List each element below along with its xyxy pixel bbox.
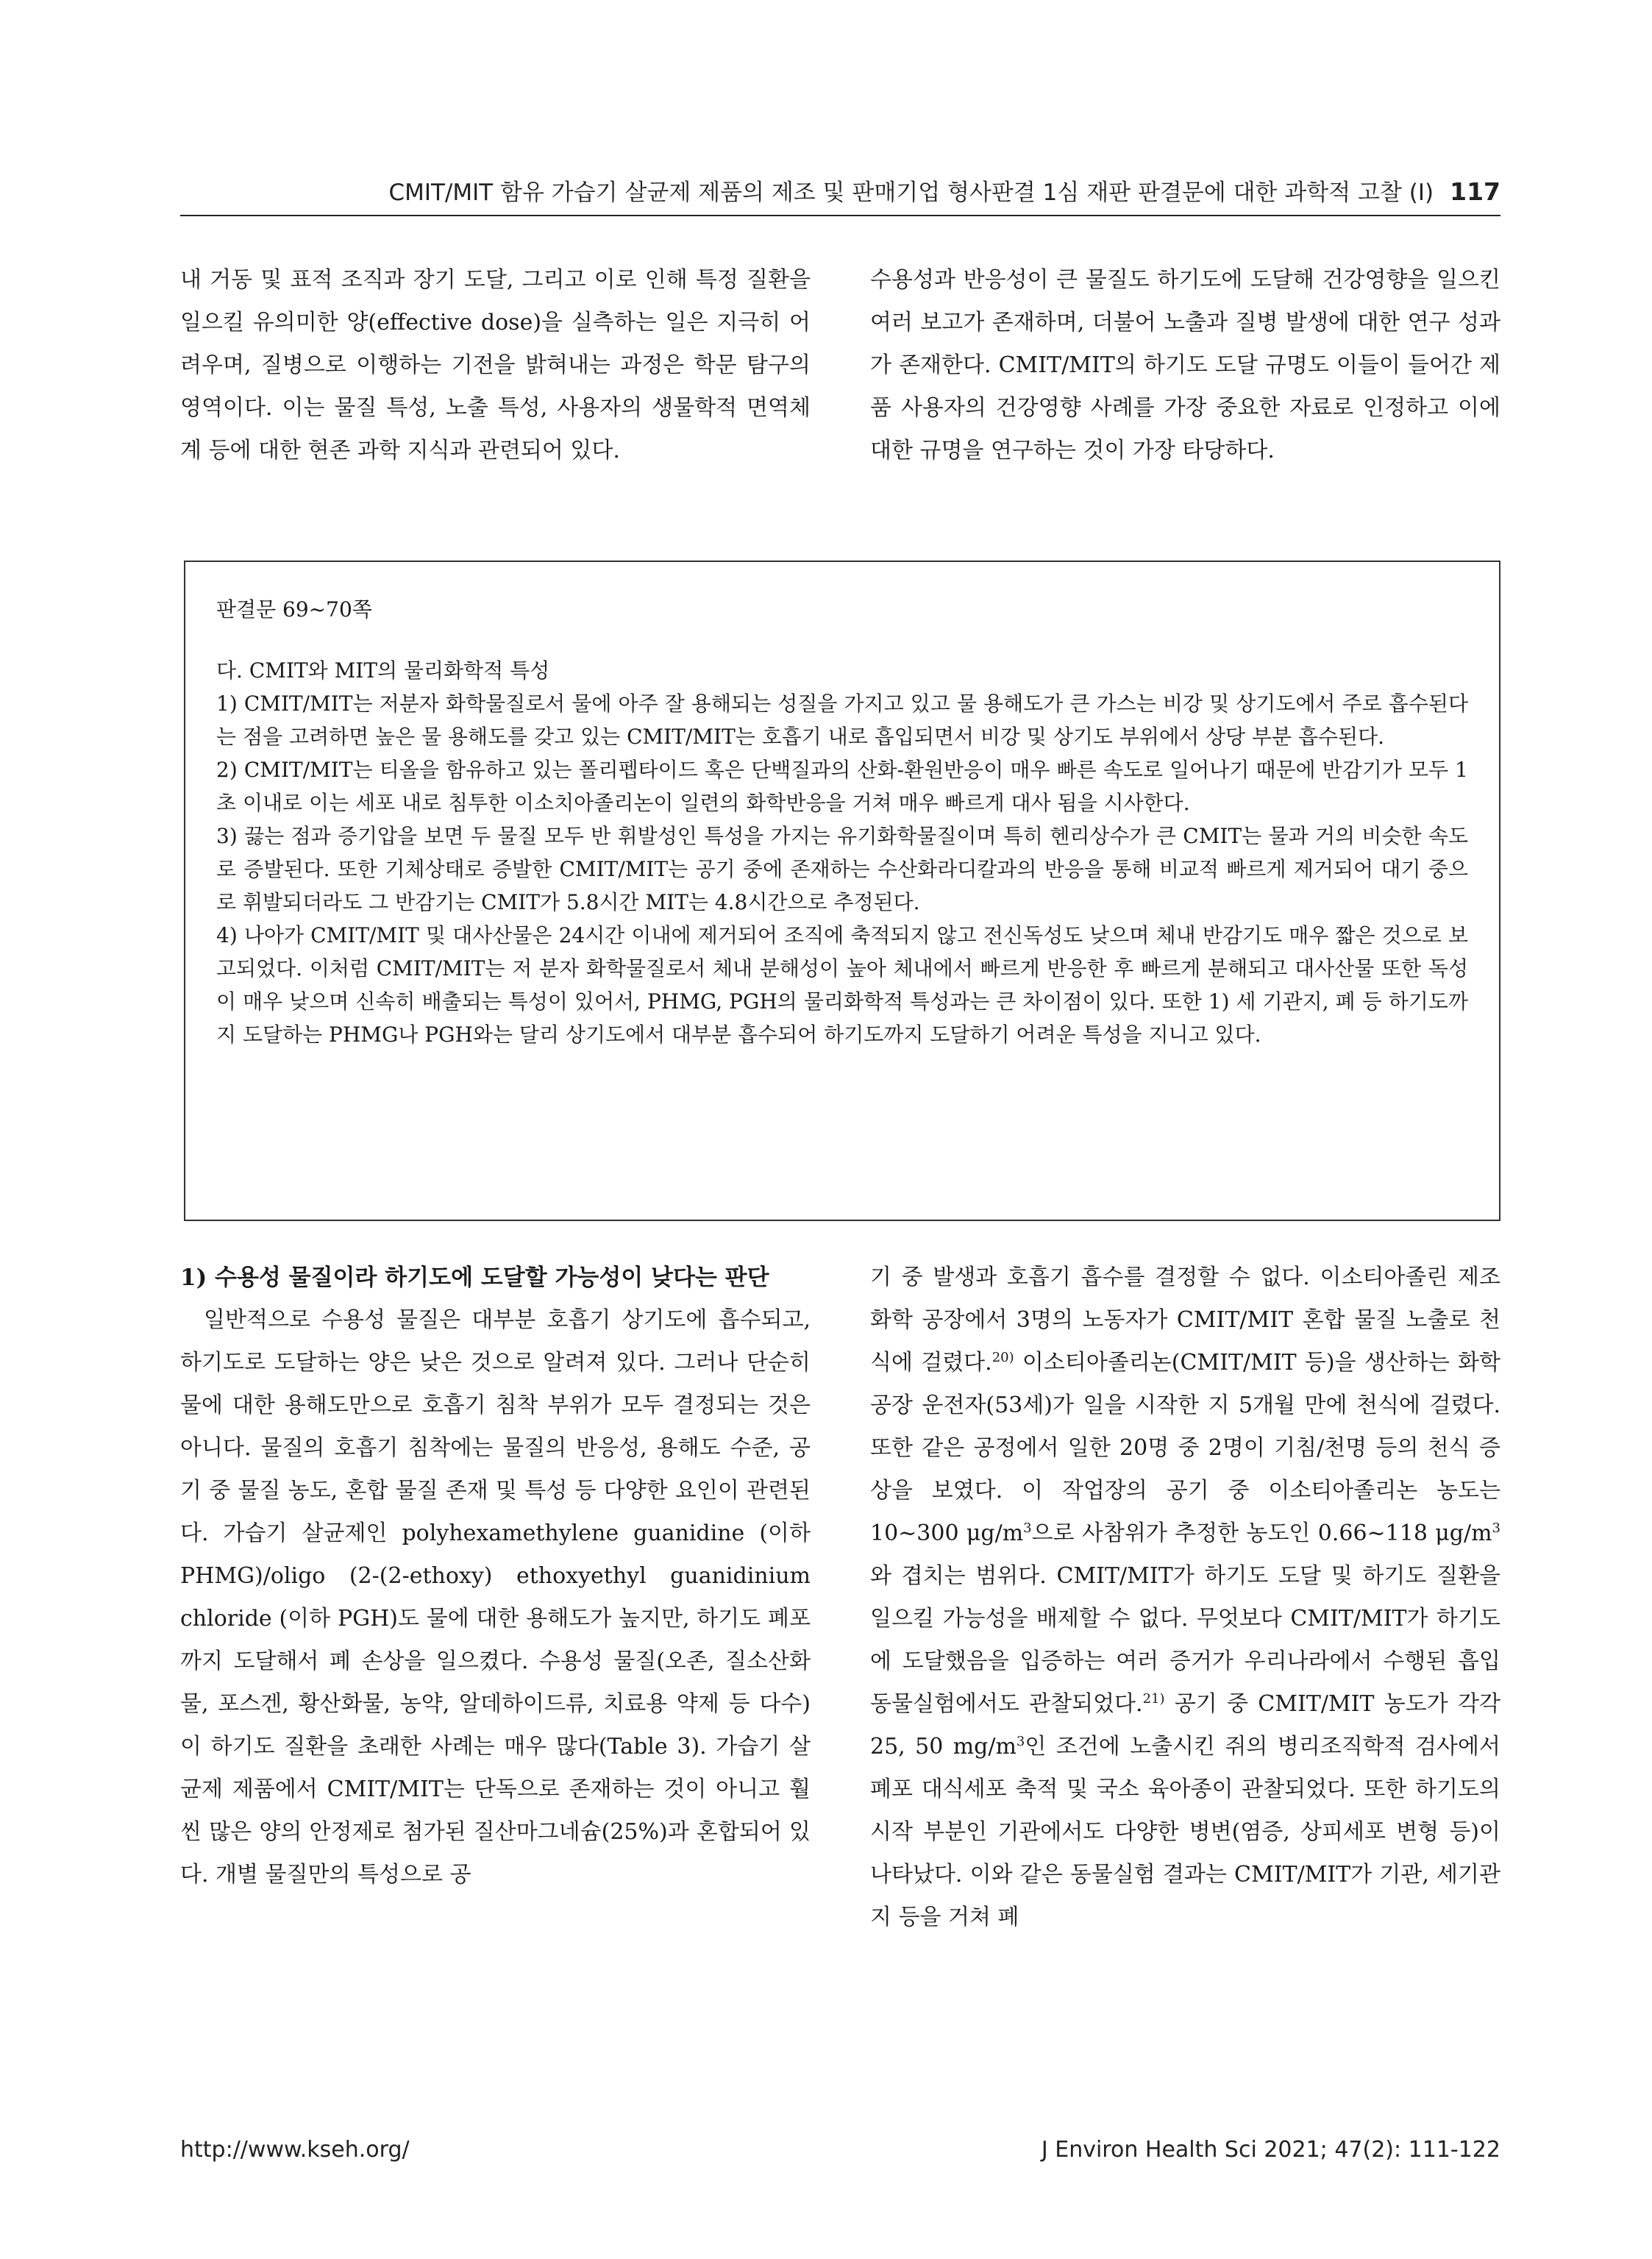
top-left-column — [180, 259, 811, 472]
text-run: 인 조건에 노출시킨 쥐의 병리조직학적 검사에서 폐포 대식세포 축적 및 국소 육아종이 관찰되었다. 또한 하기도의 시작 부분인 기관에서도 다양한 병변(염증, 상피세포 변형 등)이 나타났다. 이와 같은 동물실험 결과는 CMIT/MIT가 기관, 세기관지 등을 거쳐 폐 — [870, 1734, 1500, 1930]
top-right-paragraph: 수용성과 반응성이 큰 물질도 하기도에 도달해 건강영향을 일으킨 여러 보고가 존재하며, 더불어 노출과 질병 발생에 대한 연구 성과가 존재한다. CMIT/MIT의 하기도 도달 규명도 이들이 들어간 제품 사용자의 건강영향 사례를 가장 중요한 자료로 인정하고 이에 대한 규명을 연구하는 것이 가장 타당하다. — [870, 267, 1500, 463]
text-run: 기 중 발생과 호흡기 흡수를 결정할 수 없다. 이소티아졸린 제조 화학 공장에서 3명의 노동자가 CMIT/MIT 혼합 물질 노출로 천식에 걸렸다. — [870, 1264, 1500, 1376]
section-right-column — [870, 1256, 1500, 1939]
header-rule — [180, 215, 1500, 216]
footer-citation: J Environ Health Sci 2021; 47(2): 111-122 — [1041, 2137, 1500, 2163]
quote-item-3: 3) 끓는 점과 증기압을 보면 두 물질 모두 반 휘발성인 특성을 가지는 유기화학물질이며 특히 헨리상수가 큰 CMIT는 물과 거의 비슷한 속도로 증발된다. 또한 기체상태로 증발한 CMIT/MIT는 공기 중에 존재하는 수산화라디칼과의 반응을 통해 비교적 빠르게 제거되어 대기 중으로 휘발되더라도 그 반감기는 CMIT가 5.8시간 MIT는 4.8시간으로 추정된다. — [216, 824, 1468, 914]
running-header — [180, 174, 1500, 207]
section-left-paragraph: 일반적으로 수용성 물질은 대부분 호흡기 상기도에 흡수되고, 하기도로 도달하는 양은 낮은 것으로 알려져 있다. 그러나 단순히 물에 대한 용해도만으로 호흡기 침착 부위가 모두 결정되는 것은 아니다. 물질의 호흡기 침착에는 물질의 반응성, 용해도 수준, 공기 중 물질 농도, 혼합 물질 존재 및 특성 등 다양한 요인이 관련된다. 가습기 살균제인 polyhexamethylene guanidine (이하 PHMG)/oligo (2-(2-ethoxy) ethoxyethyl guanidinium chloride (이하 PGH)도 물에 대한 용해도가 높지만, 하기도 폐포까지 도달해서 폐 손상을 일으켰다. 수용성 물질(오존, 질소산화물, 포스겐, 황산화물, 농약, 알데하이드류, 치료용 약제 등 다수)이 하기도 질환을 초래한 사례는 매우 많다(Table 3). 가습기 살균제 제품에서 CMIT/MIT는 단독으로 존재하는 것이 아니고 훨씬 많은 양의 안정제로 첨가된 질산마그네슘(25%)과 혼합되어 있다. 개별 물질만의 특성으로 공 — [180, 1307, 811, 1888]
reference-21: 21) — [1142, 1691, 1165, 1707]
quote-item-2: 2) CMIT/MIT는 티올을 함유하고 있는 폴리펩타이드 혹은 단백질과의 산화-환원반응이 매우 빠른 속도로 일어나기 때문에 반감기가 모두 1초 이내로 이는 세포 내로 침투한 이소치아졸리논이 일련의 화학반응을 거쳐 매우 빠르게 대사 됨을 시사한다. — [216, 758, 1468, 815]
top-left-paragraph: 내 거동 및 표적 조직과 장기 도달, 그리고 이로 인해 특정 질환을 일으킬 유의미한 양(effective dose)을 실측하는 일은 지극히 어려우며, 질병으로 이행하는 기전을 밝혀내는 과정은 학문 탐구의 영역이다. 이는 물질 특성, 노출 특성, 사용자의 생물학적 면역체계 등에 대한 현존 과학 지식과 관련되어 있다. — [180, 267, 811, 463]
judgment-quote-box — [184, 561, 1500, 1221]
top-right-column — [870, 259, 1500, 472]
quote-item-4: 4) 나아가 CMIT/MIT 및 대사산물은 24시간 이내에 제거되어 조직에 축적되지 않고 전신독성도 낮으며 체내 반감기도 매우 짧은 것으로 보고되었다. 이처럼 CMIT/MIT는 저 분자 화학물질로서 체내 분해성이 높아 체내에서 빠르게 반응한 후 빠르게 분해되고 대사산물 또한 독성이 매우 낮으며 신속히 배출되는 특성이 있어서, PHMG, PGH의 물리화학적 특성과는 큰 차이점이 있다. 또한 1) 세 기관지, 폐 등 하기도까지 도달하는 PHMG나 PGH와는 달리 상기도에서 대부분 흡수되어 하기도까지 도달하기 어려운 특성을 지니고 있다. — [216, 923, 1468, 1047]
text-run: 공기 중 CMIT/MIT 농도가 각각 25, 50 mg/m — [870, 1691, 1500, 1760]
running-title: CMIT/MIT 함유 가습기 살균제 제품의 제조 및 판매기업 형사판결 1심 재판 판결문에 대한 과학적 고찰 (I) — [388, 179, 1434, 206]
reference-20: 20) — [991, 1350, 1014, 1365]
superscript-3: 3 — [1016, 1734, 1025, 1749]
section-left-column — [180, 1256, 811, 1896]
page-number: 117 — [1450, 177, 1500, 206]
section-right-paragraph — [870, 1256, 1500, 1939]
text-run: 으로 사참위가 추정한 농도인 0.66~118 μg/m — [1031, 1520, 1492, 1546]
text-run: 이소티아졸리논(CMIT/MIT 등)을 생산하는 화학 공장 운전자(53세)가 일을 시작한 지 5개월 만에 천식에 걸렸다. 또한 같은 공정에서 일한 20명 중 2명이 기침/천명 등의 천식 증상을 보였다. 이 작업장의 공기 중 이소티아졸리논 농도는 10~300 μg/m — [870, 1350, 1500, 1546]
footer-url: http://www.kseh.org/ — [180, 2137, 410, 2163]
quote-item-1: 1) CMIT/MIT는 저분자 화학물질로서 물에 아주 잘 용해되는 성질을 가지고 있고 물 용해도가 큰 가스는 비강 및 상기도에서 주로 흡수된다는 점을 고려하면 높은 물 용해도를 갖고 있는 CMIT/MIT는 호흡기 내로 흡입되면서 비강 및 상기도 부위에서 상당 부분 흡수된다. — [216, 691, 1468, 749]
superscript-3: 3 — [1492, 1520, 1500, 1536]
superscript-3: 3 — [1023, 1520, 1032, 1536]
section-heading: 1) 수용성 물질이라 하기도에 도달할 가능성이 낮다는 판단 — [180, 1264, 769, 1291]
quote-box-heading: 다. CMIT와 MIT의 물리화학적 특성 — [216, 658, 550, 683]
quote-box-title: 판결문 69~70쪽 — [216, 597, 372, 622]
text-run: 와 겹치는 범위다. CMIT/MIT가 하기도 도달 및 하기도 질환을 일으킬 가능성을 배제할 수 없다. 무엇보다 CMIT/MIT가 하기도에 도달했음을 입증하는 여러 증거가 우리나라에서 수행된 흡입 동물실험에서도 관찰되었다. — [870, 1563, 1500, 1717]
